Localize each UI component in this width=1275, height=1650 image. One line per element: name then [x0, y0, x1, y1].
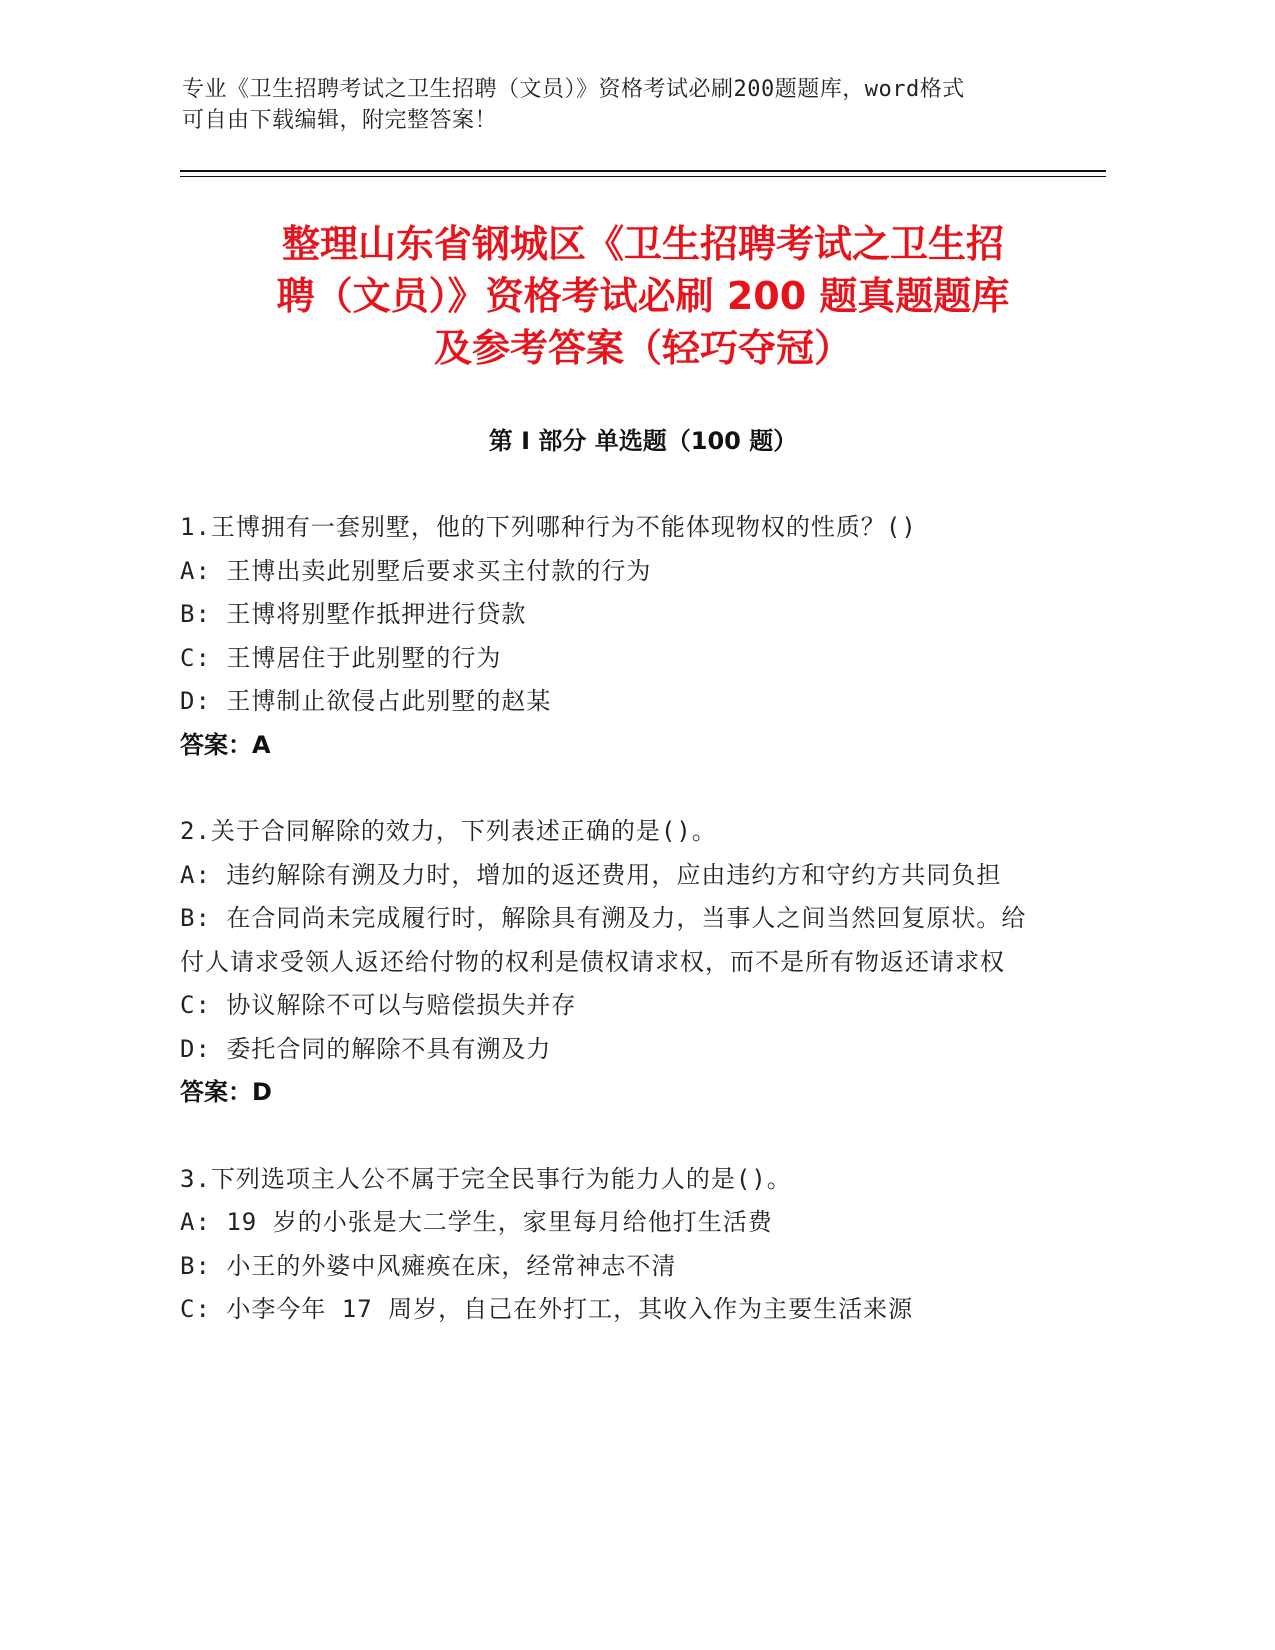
- option-b: B: 小王的外婆中风瘫痪在床，经常神志不清: [180, 1251, 677, 1280]
- question-list: [180, 506, 1040, 1375]
- header-note-line: 可自由下载编辑，附完整答案！: [182, 108, 498, 133]
- option-c: C: 小李今年 17 周岁，自己在外打工，其收入作为主要生活来源: [180, 1295, 914, 1323]
- header-note: [182, 74, 1062, 136]
- option-b: B: 王博将别墅作抵押进行贷款: [180, 600, 527, 628]
- question-stem: 1.王博拥有一套别墅，他的下列哪种行为不能体现物权的性质？(): [180, 513, 917, 541]
- option-b: B: 在合同尚未完成履行时，解除具有溯及力，当事人之间当然回复原状。给付人请求受领人返还给付物的权利是债权请求权，而不是所有物返还请求权: [180, 904, 1027, 976]
- question-1: [180, 506, 1040, 767]
- title-line: 及参考答案（轻巧夺冠）: [433, 326, 852, 370]
- question-2: [180, 810, 1040, 1115]
- option-d: D: 王博制止欲侵占此别墅的赵某: [180, 687, 552, 715]
- header-note-line: 专业《卫生招聘考试之卫生招聘（文员）》资格考试必刷200题题库，word格式: [182, 77, 965, 102]
- option-a: A: 王博出卖此别墅后要求买主付款的行为: [180, 556, 652, 585]
- option-c: C: 王博居住于此别墅的行为: [180, 643, 502, 672]
- option-a: A: 违约解除有溯及力时，增加的返还费用，应由违约方和守约方共同负担: [180, 860, 1002, 889]
- option-d: D: 委托合同的解除不具有溯及力: [180, 1034, 552, 1063]
- question-stem: 2.关于合同解除的效力，下列表述正确的是()。: [180, 817, 717, 845]
- option-a: A: 19 岁的小张是大二学生，家里每月给他打生活费: [180, 1208, 773, 1236]
- question-stem: 3.下列选项主人公不属于完全民事行为能力人的是()。: [180, 1164, 792, 1193]
- option-c: C: 协议解除不可以与赔偿损失并存: [180, 991, 577, 1019]
- answer-line: 答案：A: [180, 730, 271, 759]
- answer-line: 答案：D: [180, 1078, 272, 1106]
- title-line: 整理山东省钢城区《卫生招聘考试之卫生招: [281, 222, 1004, 266]
- header-divider-thin: [180, 176, 1106, 177]
- header-divider-thick: [180, 170, 1106, 172]
- title-line: 聘（文员）》资格考试必刷 200 题真题题库: [276, 274, 1010, 318]
- document-title: [180, 218, 1106, 374]
- section-heading: 第 I 部分 单选题（100 题）: [488, 427, 798, 455]
- question-3: [180, 1158, 1040, 1332]
